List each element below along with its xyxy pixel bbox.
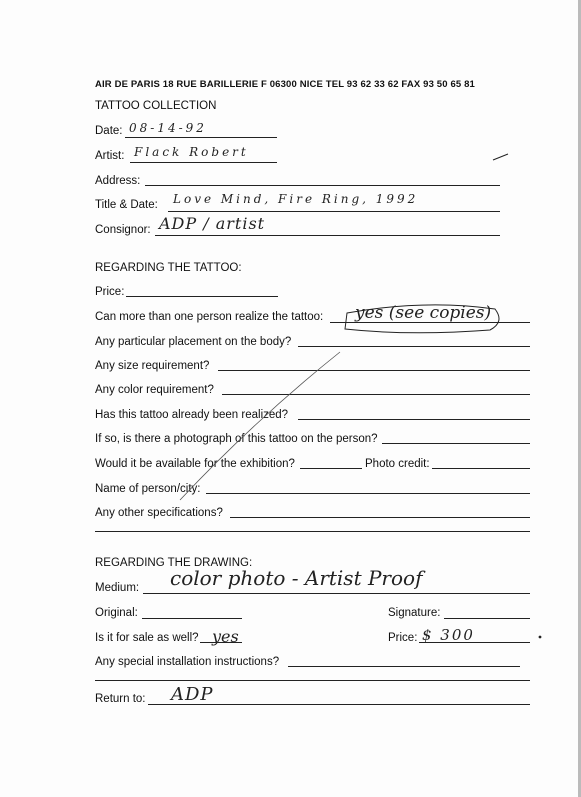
- name-city-label: Name of person/city:: [95, 483, 201, 495]
- drawing-section-title: REGARDING THE DRAWING:: [95, 557, 253, 569]
- original-label: Original:: [95, 607, 138, 619]
- installation-label: Any special installation instructions?: [95, 656, 280, 668]
- consignor-value: ADP / artist: [159, 214, 266, 233]
- other-specs-label: Any other specifications?: [95, 507, 223, 519]
- pen-dot: [539, 636, 542, 639]
- address-label: Address:: [95, 175, 141, 187]
- more-than-one-value: yes (see copies): [355, 303, 492, 323]
- for-sale-label: Is it for sale as well?: [95, 632, 199, 644]
- tattoo-price-label: Price:: [95, 286, 125, 298]
- drawing-price-label: Price:: [388, 632, 418, 644]
- form-title: TATTOO COLLECTION: [95, 100, 217, 112]
- circle-around-answer: [345, 305, 499, 333]
- color-label: Any color requirement?: [95, 384, 214, 396]
- date-value: 08-14-92: [129, 121, 207, 135]
- tattoo-section-title: REGARDING THE TATTOO:: [95, 262, 242, 274]
- title-date-value: Love Mind, Fire Ring, 1992: [173, 192, 419, 206]
- title-date-label: Title & Date:: [95, 199, 158, 211]
- size-label: Any size requirement?: [95, 360, 210, 372]
- artist-value: Flack Robert: [134, 145, 249, 159]
- more-than-one-label: Can more than one person realize the tattoo:: [95, 311, 324, 323]
- date-label: Date:: [95, 125, 123, 137]
- diagonal-cross-out-stroke: [180, 352, 340, 500]
- artist-label: Artist:: [95, 150, 125, 162]
- realized-label: Has this tattoo already been realized?: [95, 409, 289, 421]
- medium-value: color photo - Artist Proof: [170, 566, 423, 590]
- return-label: Return to:: [95, 693, 146, 705]
- medium-label: Medium:: [95, 582, 140, 594]
- drawing-price-value: $ 300: [422, 626, 475, 644]
- consignor-label: Consignor:: [95, 224, 151, 236]
- photograph-label: If so, is there a photograph of this tattoo on the person?: [95, 433, 378, 445]
- photo-credit-label: Photo credit:: [365, 458, 430, 470]
- for-sale-value: yes: [212, 627, 239, 646]
- available-label: Would it be available for the exhibition?: [95, 458, 295, 470]
- pen-tick-mark: [493, 154, 508, 160]
- return-value: ADP: [171, 684, 214, 705]
- signature-label: Signature:: [388, 607, 441, 619]
- placement-label: Any particular placement on the body?: [95, 336, 292, 348]
- letterhead: AIR DE PARIS 18 RUE BARILLERIE F 06300 NICE TEL 93 62 33 62 FAX 93 50 65 81: [95, 79, 475, 90]
